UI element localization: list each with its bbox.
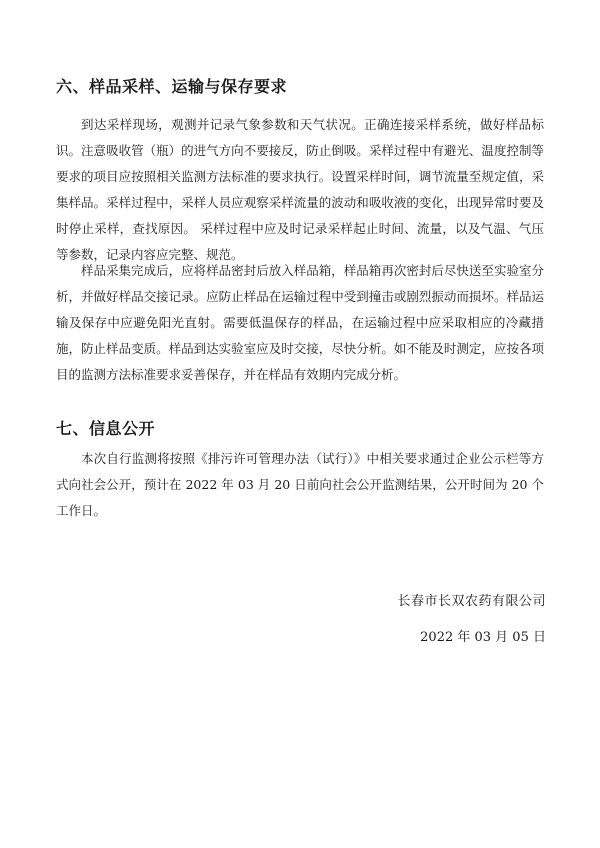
signature-company: 长春市长双农药有限公司 bbox=[397, 594, 546, 609]
section-6-paragraph-2: 样品采集完成后，应将样品密封后放入样品箱，样品箱再次密封后尽快送至实验室分析，并做好样品交接记录。应防止样品在运输过程中受到撞击或剧烈振动而损坏。样品运输及保存中应避免阳光直射。需要低温保存的样品，在运输过程中应采取相应的冷藏措施，防止样品变质。样品到达实验室应及时交接，尽快分析。如不能及时测定，应按各项目的监测方法标准要求妥善保存，并在样品有效期内完成分析。 bbox=[56, 263, 544, 382]
signature-date: 2022 年 03 月 05 日 bbox=[420, 630, 546, 645]
section-6-paragraph-1: 到达采样现场，观测并记录气象参数和天气状况。正确连接采样系统，做好样品标识。注意吸收管（瓶）的进气方向不要接反，防止倒吸。采样过程中有避光、温度控制等要求的项目应按照相关监测方法标准的要求执行。设置采样时间，调节流量至规定值，采集样品。采样过程中，采样人员应观察采样流量的波动和吸收液的变化，出现异常时要及时停止采样，查找原因。 采样过程中应及时记录采样起止时间、流量，以及气温、气压等参数，记录内容应完整、规范。 bbox=[56, 117, 544, 262]
section-6-heading: 六、样品采样、运输与保存要求 bbox=[56, 77, 288, 96]
section-7-heading: 七、信息公开 bbox=[56, 419, 156, 438]
section-7-paragraph-1: 本次自行监测将按照《排污许可管理办法（试行）》中相关要求通过企业公示栏等方式向社会公开，预计在 2022 年 03 月 20 日前向社会公开监测结果，公开时间为 20 个工作日。 bbox=[56, 451, 544, 518]
